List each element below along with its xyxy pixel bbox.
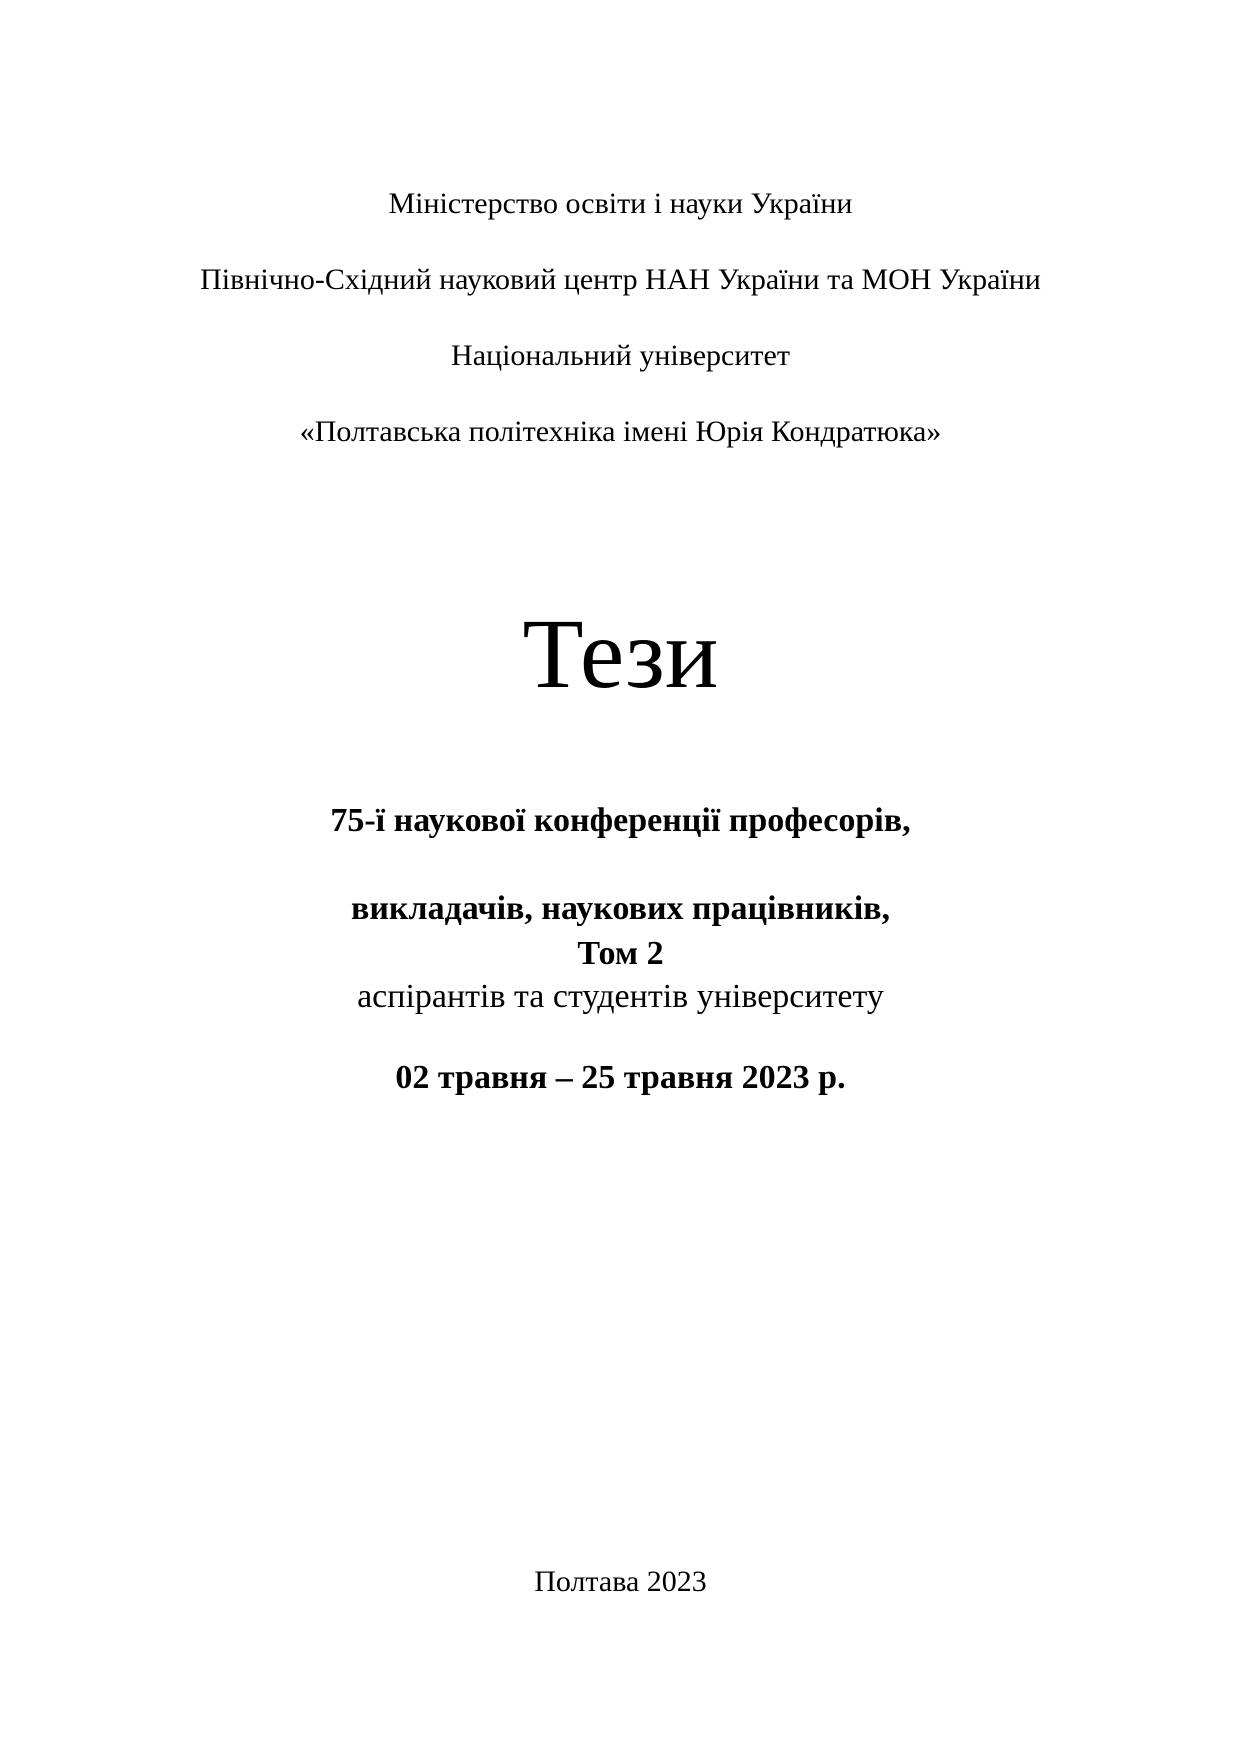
subtitle-line-1: 75-ї наукової конференції професорів, — [330, 802, 911, 839]
header-block — [0, 147, 1241, 489]
ministry-line: Міністерство освіти і науки України — [388, 187, 853, 220]
subtitle-line-2: викладачів, наукових працівників, — [350, 890, 891, 927]
subtitle-line-3: аспірантів та студентів університету — [357, 978, 884, 1015]
document-title: Тези — [522, 598, 719, 709]
subtitle-block — [0, 755, 1241, 1063]
volume-label: Том 2 — [577, 935, 664, 972]
city-year: Полтава 2023 — [534, 1565, 707, 1598]
university-line: Національний університет — [451, 339, 790, 372]
university-name-line: «Полтавська політехніка імені Юрія Кондратюка» — [299, 415, 942, 448]
science-center-line: Північно-Східний науковий центр НАН України та МОН України — [200, 263, 1041, 296]
date-range: 02 травня – 25 травня 2023 р. — [395, 1059, 846, 1096]
